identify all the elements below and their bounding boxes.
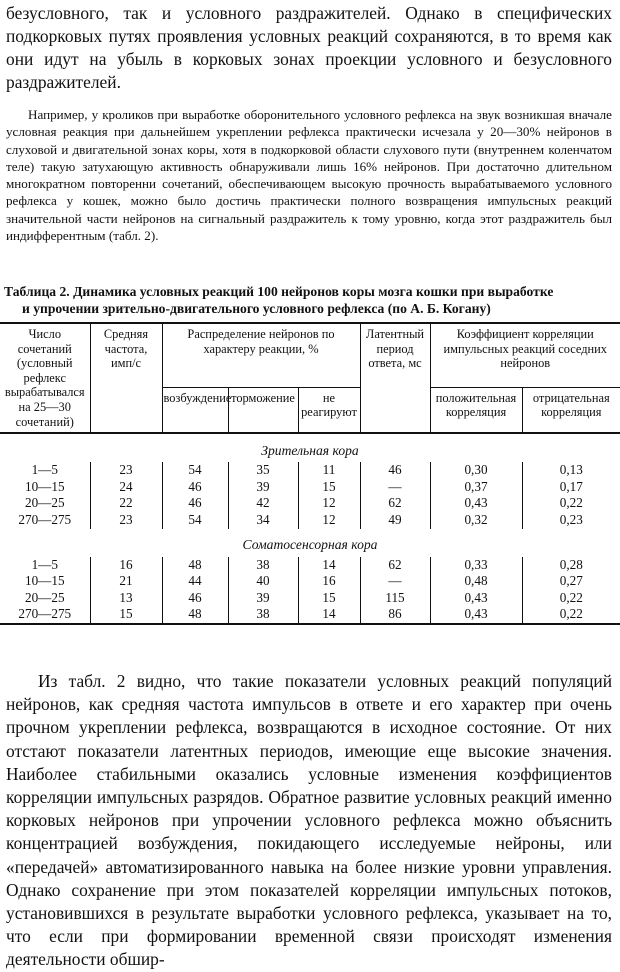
table-row: [0, 573, 620, 590]
cell-positive-corr: 0,43: [430, 606, 522, 624]
header-distribution: Распределение нейронов по характеру реакции, %: [162, 323, 360, 387]
cell-frequency: 13: [90, 590, 162, 607]
cell-latent: —: [360, 479, 430, 496]
cell-combinations: 10—15: [24, 573, 65, 589]
cell-frequency: 22: [90, 495, 162, 512]
cell-excitation: 54: [162, 512, 228, 529]
cell-frequency: 23: [90, 512, 162, 529]
cell-combinations: 20—25: [24, 495, 65, 511]
cell-excitation: 46: [162, 590, 228, 607]
cell-latent: 49: [360, 512, 430, 529]
header-frequency: Средняя частота, имп/с: [90, 323, 162, 433]
table-row: [0, 606, 620, 624]
cell-positive-corr: 0,37: [430, 479, 522, 496]
cell-no-response: 12: [298, 512, 360, 529]
cell-negative-corr: 0,17: [522, 479, 620, 496]
table-caption: [4, 283, 616, 317]
cell-excitation: 46: [162, 479, 228, 496]
cell-no-response: 16: [298, 573, 360, 590]
header-positive-corr: положительная корреляция: [430, 387, 522, 433]
cell-frequency: 24: [90, 479, 162, 496]
cell-positive-corr: 0,32: [430, 512, 522, 529]
cell-frequency: 23: [90, 462, 162, 479]
table-row: [0, 462, 620, 479]
header-no-response: не реагируют: [298, 387, 360, 433]
cell-positive-corr: 0,43: [430, 495, 522, 512]
cell-combinations: 1—5: [31, 556, 58, 572]
table-row: [0, 512, 620, 529]
cell-negative-corr: 0,27: [522, 573, 620, 590]
header-negative-corr: отрицательная корреляция: [522, 387, 620, 433]
cell-excitation: 48: [162, 606, 228, 624]
table-row: [0, 495, 620, 512]
cell-latent: 62: [360, 495, 430, 512]
cell-negative-corr: 0,28: [522, 557, 620, 574]
cell-negative-corr: 0,13: [522, 462, 620, 479]
cell-combinations: 10—15: [24, 478, 65, 494]
header-combinations: Число сочетаний (условный рефлекс вырабатывался на 25—30 сочетаний): [0, 323, 90, 433]
cell-no-response: 14: [298, 606, 360, 624]
data-table: [0, 322, 620, 625]
cell-combinations: 270—275: [18, 511, 72, 527]
cell-no-response: 12: [298, 495, 360, 512]
section-title-visual: Зрительная кора: [261, 442, 359, 458]
cell-inhibition: 38: [228, 606, 298, 624]
cell-inhibition: 38: [228, 557, 298, 574]
header-excitation: возбуждение: [162, 387, 228, 433]
cell-inhibition: 35: [228, 462, 298, 479]
cell-excitation: 46: [162, 495, 228, 512]
cell-latent: 62: [360, 557, 430, 574]
cell-latent: 86: [360, 606, 430, 624]
cell-frequency: 15: [90, 606, 162, 624]
cell-latent: —: [360, 573, 430, 590]
cell-combinations: 20—25: [24, 589, 65, 605]
cell-no-response: 14: [298, 557, 360, 574]
cell-inhibition: 34: [228, 512, 298, 529]
table-row: [0, 557, 620, 574]
cell-positive-corr: 0,33: [430, 557, 522, 574]
cell-no-response: 11: [298, 462, 360, 479]
cell-inhibition: 39: [228, 590, 298, 607]
cell-inhibition: 39: [228, 479, 298, 496]
cell-frequency: 16: [90, 557, 162, 574]
cell-excitation: 44: [162, 573, 228, 590]
cell-negative-corr: 0,23: [522, 512, 620, 529]
cell-inhibition: 42: [228, 495, 298, 512]
cell-no-response: 15: [298, 479, 360, 496]
cell-excitation: 54: [162, 462, 228, 479]
cell-negative-corr: 0,22: [522, 606, 620, 624]
section-title-somatosensory: Соматосенсорная кора: [242, 537, 378, 553]
cell-combinations: 1—5: [31, 462, 58, 478]
cell-frequency: 21: [90, 573, 162, 590]
cell-negative-corr: 0,22: [522, 590, 620, 607]
paragraph-top: безусловного, так и условного раздражителей. Однако в специфических подкорковых путях проявления условных реакций сохраняются, в то время как они идут на убыль в корковых зонах проекции условного и безусловного раздражителей.: [6, 3, 612, 92]
cell-positive-corr: 0,43: [430, 590, 522, 607]
table-caption-line1: Таблица 2. Динамика условных реакций 100 нейронов коры мозга кошки при выработке: [4, 284, 554, 299]
cell-inhibition: 40: [228, 573, 298, 590]
table-caption-line2: и упрочении зрительно-двигательного условного рефлекса (по А. Б. Когану): [22, 301, 491, 316]
cell-combinations: 270—275: [0, 606, 90, 624]
cell-no-response: 15: [298, 590, 360, 607]
cell-positive-corr: 0,48: [430, 573, 522, 590]
cell-positive-corr: 0,30: [430, 462, 522, 479]
paragraph-example-text: Например, у кроликов при выработке оборонительного условного рефлекса на звук возникшая вначале условная реакция при дальнейшем укреплении рефлекса практически исчезала у 20—30% нейронов в слуховой и двигательной зонах коры, хотя в подкорковой области слухового пути (внутреннем коленчатом теле) такую затухающую активность обнаруживали лишь 16% нейронов. При достаточно длительном многократном повторенни сочетаний, обеспечивающем высокую прочность вырабатываемого условного рефлекса у кошек, можно было достичь практически полного возвращения импульсных реакций значительной части нейронов на сигнальный раздражитель к тому уровню, когда этот раздражитель был индифферентным (табл. 2).: [6, 107, 612, 244]
header-correlation: Коэффициент корреляции импульсных реакций соседних нейронов: [430, 323, 620, 387]
cell-latent: 115: [360, 590, 430, 607]
cell-latent: 46: [360, 462, 430, 479]
table-row: [0, 590, 620, 607]
paragraph-example: [6, 106, 612, 244]
cell-excitation: 48: [162, 557, 228, 574]
header-latent: Латентный период ответа, мс: [360, 323, 430, 433]
paragraph-bottom-text: Из табл. 2 видно, что такие показатели условных реакций популяций нейронов, как средняя частота импульсов в ответе и его характер при очень прочном укреплении рефлекса, возвращаются в исходное состояние. От них отстают показатели латентных периодов, имеющие еще высокие значения. Наиболее стабильными оказались условные изменения коэффициентов корреляции импульсных разрядов. Обратное развитие условных реакций именно корковых нейронов при упрочении условного рефлекса можно объяснить концентрацией возбуждения, покидающего исследуемые нейроны, или «передачей» автоматизированного навыка на более низкие уровни управления. Однако сохранение при этом показателей корреляции импульсных потоков, установившихся в результате выработки условного рефлекса, указывает на то, что если при формировании временной связи происходят изменения деятельности обшир-: [6, 671, 612, 970]
table-row: [0, 479, 620, 496]
header-inhibition: торможение: [228, 387, 298, 433]
paragraph-bottom: [6, 670, 612, 972]
cell-negative-corr: 0,22: [522, 495, 620, 512]
